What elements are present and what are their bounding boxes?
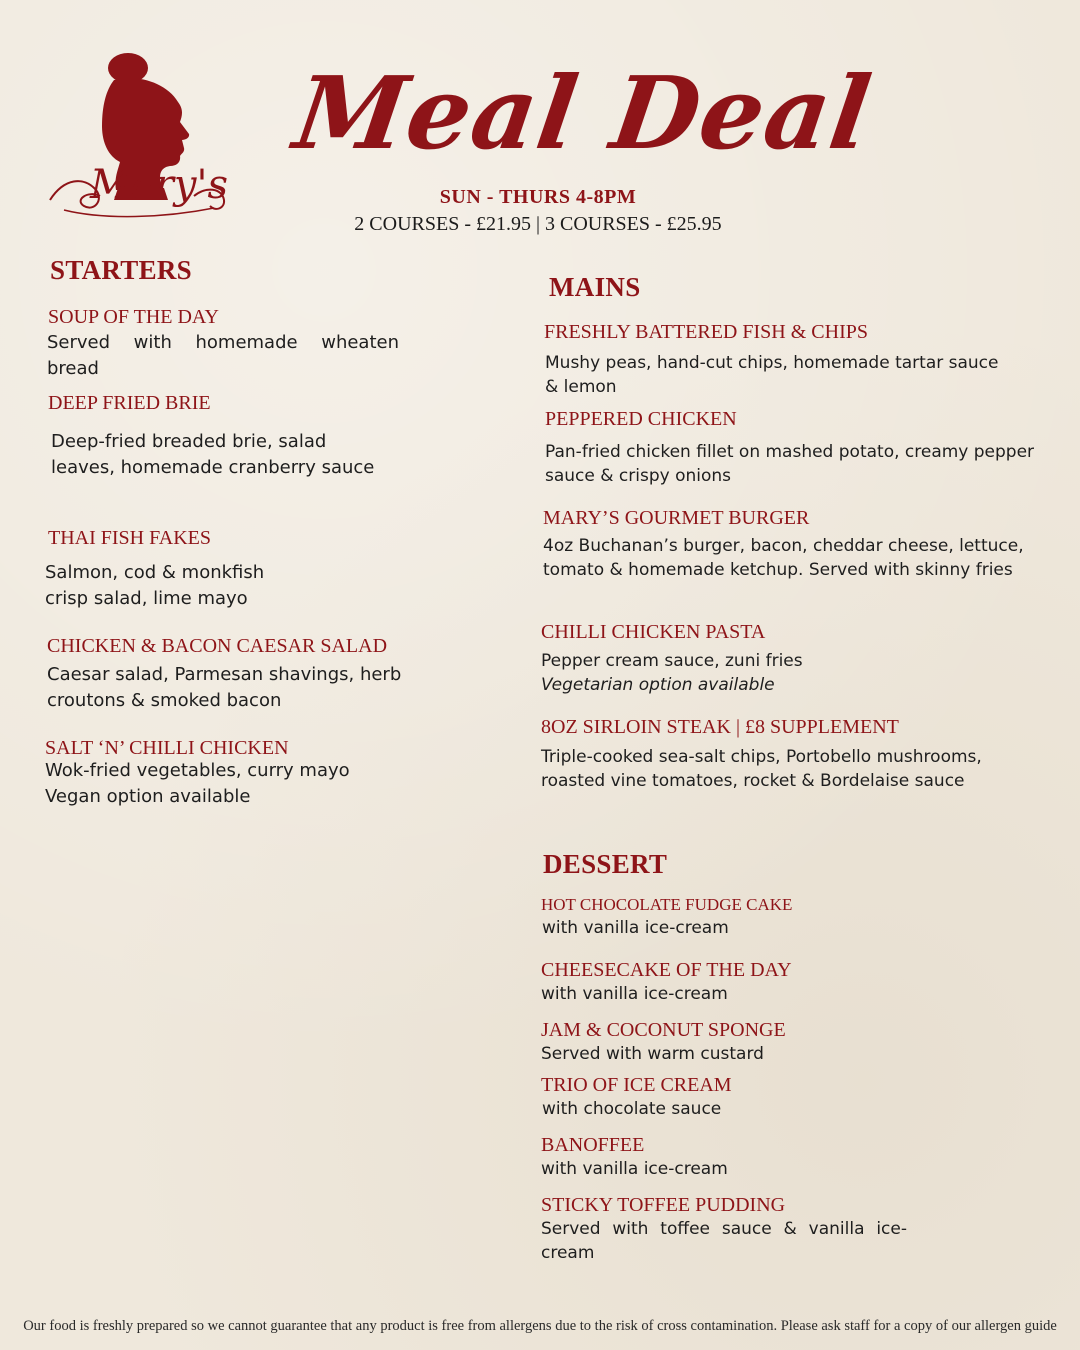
dessert-6-name: STICKY TOFFEE PUDDING bbox=[541, 1194, 786, 1216]
starter-3-desc: Salmon, cod & monkfish crisp salad, lime mayo bbox=[45, 562, 265, 609]
dessert-2-desc: with vanilla ice-cream bbox=[541, 984, 728, 1004]
starter-5-note: Vegan option available bbox=[45, 786, 251, 807]
main-4-desc-text: Pepper cream sauce, zuni fries bbox=[541, 651, 803, 671]
marys-logo bbox=[44, 50, 229, 220]
main-2-name: PEPPERED CHICKEN bbox=[545, 408, 737, 430]
service-days: SUN - THURS 4-8PM bbox=[439, 186, 637, 208]
logo-wordmark: Mary's bbox=[90, 162, 229, 208]
starter-1-desc: Served with homemade wheaten bread bbox=[47, 332, 399, 379]
starter-4-name: CHICKEN & BACON CAESAR SALAD bbox=[47, 635, 388, 657]
main-5-name: 8OZ SIRLOIN STEAK | £8 SUPPLEMENT bbox=[541, 716, 899, 738]
course-prices: 2 COURSES - £21.95 | 3 COURSES - £25.95 bbox=[354, 213, 722, 235]
starter-1-name: SOUP OF THE DAY bbox=[48, 306, 219, 328]
dessert-1-name: HOT CHOCOLATE FUDGE CAKE bbox=[541, 895, 793, 914]
dessert-5-desc: with vanilla ice-cream bbox=[541, 1159, 728, 1179]
dessert-3-name: JAM & COCONUT SPONGE bbox=[541, 1019, 786, 1041]
dessert-6-desc: Served with toffee sauce & vanilla ice-cream bbox=[541, 1219, 907, 1263]
starter-5-desc bbox=[45, 758, 425, 810]
main-4-name: CHILLI CHICKEN PASTA bbox=[541, 621, 766, 643]
starter-4-desc: Caesar salad, Parmesan shavings, herb croutons & smoked bacon bbox=[47, 664, 402, 711]
starter-5-desc-text: Wok-fried vegetables, curry mayo bbox=[45, 760, 350, 781]
dessert-2-name: CHEESECAKE OF THE DAY bbox=[541, 959, 792, 981]
main-4-note: Vegetarian option available bbox=[541, 675, 775, 695]
starter-3-name: THAI FISH FAKES bbox=[48, 527, 211, 549]
starters-heading: STARTERS bbox=[50, 255, 193, 285]
dessert-5-name: BANOFFEE bbox=[541, 1134, 645, 1156]
dessert-4-desc: with chocolate sauce bbox=[542, 1099, 722, 1119]
starter-2-name: DEEP FRIED BRIE bbox=[48, 392, 211, 414]
main-3-name: MARY’S GOURMET BURGER bbox=[543, 507, 810, 529]
main-4-desc bbox=[541, 649, 1011, 697]
starter-2-desc: Deep-fried breaded brie, salad leaves, homemade cranberry sauce bbox=[51, 431, 375, 478]
page-title: Meal Deal bbox=[287, 54, 879, 172]
mains-heading: MAINS bbox=[549, 272, 641, 302]
main-5-desc: Triple-cooked sea-salt chips, Portobello mushrooms, roasted vine tomatoes, rocket & Bordelaise sauce bbox=[541, 747, 982, 791]
dessert-3-desc: Served with warm custard bbox=[541, 1044, 764, 1064]
dessert-1-desc: with vanilla ice-cream bbox=[542, 918, 729, 938]
allergen-notice: Our food is freshly prepared so we cannot guarantee that any product is free from allergens due to the risk of cross contamination. Please ask staff for a copy of our allergen guide bbox=[23, 1318, 1057, 1334]
main-1-desc: Mushy peas, hand-cut chips, homemade tartar sauce & lemon bbox=[545, 353, 999, 397]
main-3-desc: 4oz Buchanan’s burger, bacon, cheddar cheese, lettuce, tomato & homemade ketchup. Served with skinny fries bbox=[543, 536, 1024, 580]
dessert-4-name: TRIO OF ICE CREAM bbox=[541, 1074, 732, 1096]
main-2-desc: Pan-fried chicken fillet on mashed potato, creamy pepper sauce & crispy onions bbox=[545, 442, 1035, 486]
main-1-name: FRESHLY BATTERED FISH & CHIPS bbox=[544, 321, 868, 343]
starter-5-name: SALT ‘N’ CHILLI CHICKEN bbox=[45, 737, 289, 759]
dessert-heading: DESSERT bbox=[543, 849, 668, 879]
